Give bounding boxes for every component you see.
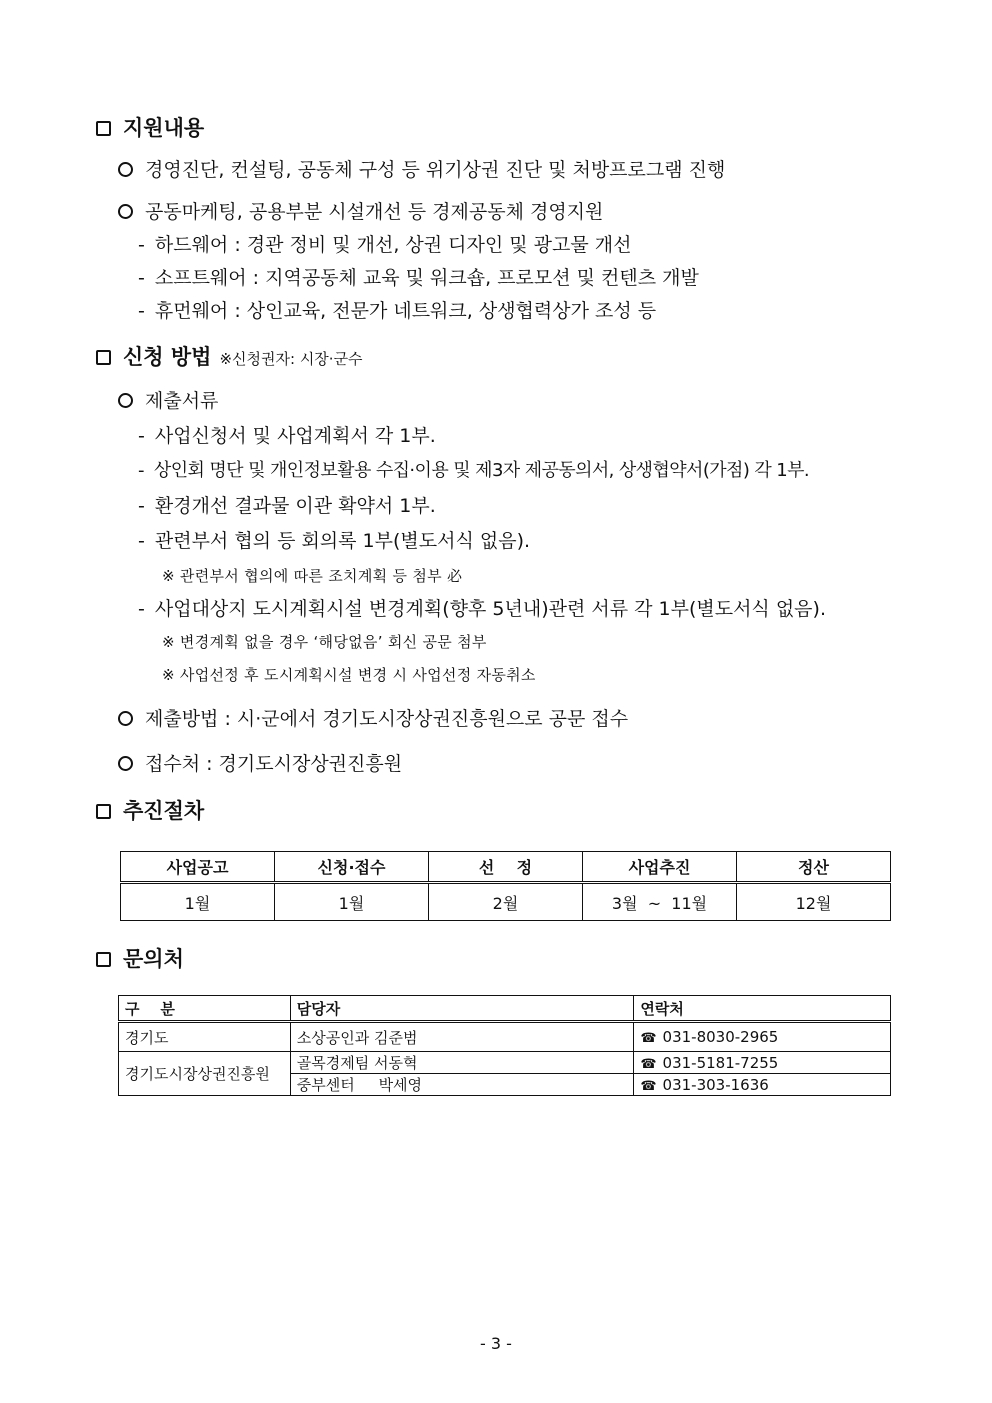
dash-bullet: - <box>138 300 145 322</box>
dash-bullet: - <box>138 267 145 289</box>
procedure-header-cell: 선 정 <box>429 852 583 883</box>
procedure-value-cell: 1월 <box>121 883 275 921</box>
checkbox-square-icon <box>96 952 111 967</box>
checkbox-square-icon <box>96 121 111 136</box>
applicant-note: ※신청권자: 시장·군수 <box>219 350 363 368</box>
page-number: - 3 - <box>480 1334 512 1353</box>
support-item-1: 경영진단, 컨설팅, 공동체 구성 등 위기상권 진단 및 처방프로그램 진행 <box>118 159 725 182</box>
phone-icon: ☎ <box>640 1056 657 1072</box>
apply-note-1: ※ 관련부서 협의에 따른 조치계획 등 첨부 必 <box>162 567 463 585</box>
section-title: 지원내용 <box>123 116 205 140</box>
support-subitem-hardware: - 하드웨어 : 경관 정비 및 개선, 상권 디자인 및 광고물 개선 <box>138 234 632 256</box>
support-subitem-humanware: - 휴먼웨어 : 상인교육, 전문가 네트워크, 상생협력상가 조성 등 <box>138 300 657 322</box>
circle-bullet-icon <box>118 393 133 408</box>
section-apply-heading <box>96 345 363 370</box>
procedure-value-cell: 12월 <box>737 883 891 921</box>
apply-doc-3: - 환경개선 결과물 이관 확약서 1부. <box>138 495 436 517</box>
contact-header-cell: 연락처 <box>634 996 891 1022</box>
apply-doc-1: - 사업신청서 및 사업계획서 각 1부. <box>138 425 436 447</box>
procedure-header-cell: 신청·접수 <box>275 852 429 883</box>
table-row <box>119 1052 891 1074</box>
procedure-header-cell: 정산 <box>737 852 891 883</box>
procedure-value-cell: 3월 ~ 11월 <box>583 883 737 921</box>
procedure-value-cell: 1월 <box>275 883 429 921</box>
section-title: 문의처 <box>123 947 184 971</box>
apply-doc-2: - 상인회 명단 및 개인정보활용 수집·이용 및 제3자 제공동의서, 상생협약서(가점) 각 1부. <box>138 460 810 481</box>
contact-person-cell: 중부센터 박세영 <box>290 1074 634 1096</box>
contact-header-cell: 담당자 <box>290 996 634 1022</box>
apply-note-2: ※ 변경계획 없을 경우 ‘해당없음’ 회신 공문 첨부 <box>162 633 487 651</box>
contact-person-cell: 소상공인과 김준범 <box>290 1022 634 1052</box>
dash-bullet: - <box>138 425 145 447</box>
apply-receiver: 접수처 : 경기도시장상권진흥원 <box>118 753 402 776</box>
phone-icon: ☎ <box>640 1078 657 1094</box>
apply-doc-5: - 사업대상지 도시계획시설 변경계획(향후 5년내)관련 서류 각 1부(별도서식 없음). <box>138 598 826 620</box>
contact-phone-cell: ☎ 031-8030-2965 <box>634 1022 891 1052</box>
contact-org-cell: 경기도시장상권진흥원 <box>119 1052 291 1096</box>
contact-person-cell: 골목경제팀 서동혁 <box>290 1052 634 1074</box>
procedure-header-cell: 사업공고 <box>121 852 275 883</box>
circle-bullet-icon <box>118 204 133 219</box>
apply-method: 제출방법 : 시·군에서 경기도시장상권진흥원으로 공문 접수 <box>118 708 628 731</box>
checkbox-square-icon <box>96 350 111 365</box>
dash-bullet: - <box>138 530 145 552</box>
apply-docs-title: 제출서류 <box>118 390 218 413</box>
circle-bullet-icon <box>118 162 133 177</box>
section-title: 추진절차 <box>123 799 205 823</box>
table-row <box>121 883 891 921</box>
section-support-heading <box>96 116 204 141</box>
support-subitem-software: - 소프트웨어 : 지역공동체 교육 및 워크숍, 프로모션 및 컨텐츠 개발 <box>138 267 699 289</box>
dash-bullet: - <box>138 460 144 481</box>
contact-org-cell: 경기도 <box>119 1022 291 1052</box>
procedure-table <box>120 851 891 921</box>
procedure-header-cell: 사업추진 <box>583 852 737 883</box>
phone-icon: ☎ <box>640 1031 657 1046</box>
section-title: 신청 방법 <box>123 345 212 369</box>
contact-phone-cell: ☎ 031-303-1636 <box>634 1074 891 1096</box>
dash-bullet: - <box>138 598 145 620</box>
section-procedure-heading <box>96 799 204 824</box>
circle-bullet-icon <box>118 756 133 771</box>
procedure-value-cell: 2월 <box>429 883 583 921</box>
section-contact-heading <box>96 947 184 972</box>
table-header-row <box>119 996 891 1022</box>
circle-bullet-icon <box>118 711 133 726</box>
dash-bullet: - <box>138 495 145 517</box>
checkbox-square-icon <box>96 804 111 819</box>
support-item-2: 공동마케팅, 공용부분 시설개선 등 경제공동체 경영지원 <box>118 201 603 224</box>
dash-bullet: - <box>138 234 145 256</box>
table-header-row <box>121 852 891 883</box>
contact-phone-cell: ☎ 031-5181-7255 <box>634 1052 891 1074</box>
contact-header-cell: 구 분 <box>119 996 291 1022</box>
table-row <box>119 1022 891 1052</box>
contact-table <box>118 995 891 1096</box>
apply-doc-4: - 관련부서 협의 등 회의록 1부(별도서식 없음). <box>138 530 531 552</box>
apply-note-3: ※ 사업선정 후 도시계획시설 변경 시 사업선정 자동취소 <box>162 666 536 684</box>
